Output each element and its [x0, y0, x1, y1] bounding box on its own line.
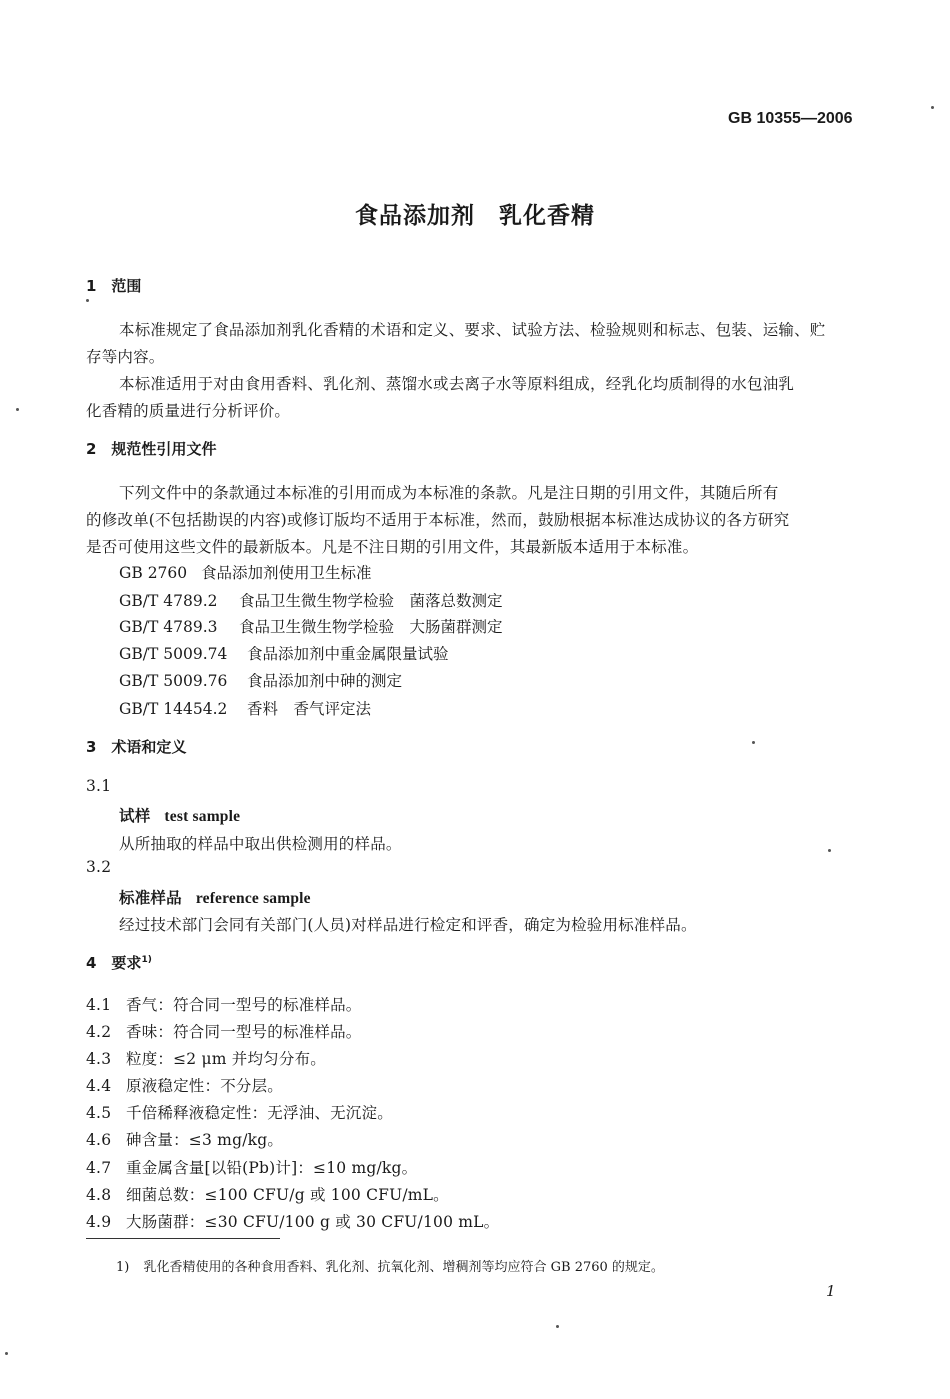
reference-code: GB/T 5009.74: [119, 645, 228, 663]
reference-item: [119, 561, 372, 583]
document-title: 食品添加剂 乳化香精: [355, 203, 595, 229]
section-1-p1-line1: 本标准规定了食品添加剂乳化香精的术语和定义、要求、试验方法、检验规则和标志、包装、运输、贮: [119, 321, 826, 339]
section-3-heading: 3 术语和定义: [86, 738, 187, 756]
reference-code: GB/T 14454.2: [119, 700, 228, 718]
scan-speck: [556, 1325, 559, 1328]
scan-speck: [86, 299, 89, 302]
section-2-p-line1: 下列文件中的条款通过本标准的引用而成为本标准的条款。凡是注日期的引用文件，其随后所有: [119, 484, 779, 502]
term-heading: [119, 804, 240, 826]
reference-code: GB 2760: [119, 564, 188, 582]
requirement-number: 4.9: [86, 1213, 112, 1231]
scan-speck: [931, 106, 934, 109]
reference-name: 香料 香气评定法: [247, 700, 372, 718]
reference-item: [119, 697, 371, 719]
requirement-item: [86, 1074, 283, 1096]
term-heading: [119, 886, 311, 908]
reference-name: 食品添加剂中重金属限量试验: [247, 645, 449, 663]
section-4-heading: [86, 952, 152, 973]
requirement-number: 4.5: [86, 1104, 112, 1122]
requirement-item: [86, 1128, 283, 1150]
requirement-text: 千倍稀释液稳定性：无浮油、无沉淀。: [126, 1104, 393, 1122]
section-1-p2-line2: 化香精的质量进行分析评价。: [86, 402, 291, 420]
requirement-item: [86, 993, 362, 1015]
requirement-item: [86, 1183, 449, 1205]
standard-number: GB 10355—2006: [728, 110, 853, 127]
term-en: test sample: [164, 808, 241, 825]
reference-code: GB/T 4789.2: [119, 592, 218, 610]
requirement-number: 4.1: [86, 996, 112, 1014]
reference-item: [119, 589, 503, 611]
reference-name: 食品卫生微生物学检验 菌落总数测定: [239, 592, 503, 610]
requirement-number: 4.7: [86, 1159, 112, 1177]
requirement-number: 4.8: [86, 1186, 112, 1204]
section-2-p-line2: 的修改单(不包括勘误的内容)或修订版均不适用于本标准，然而，鼓励根据本标准达成协议的各方研究: [86, 511, 790, 529]
reference-code: GB/T 5009.76: [119, 672, 228, 690]
footnote-mark: 1): [116, 1260, 130, 1275]
requirement-item: [86, 1156, 417, 1178]
footnote-divider: [86, 1238, 280, 1239]
term-zh: 试样: [119, 807, 151, 825]
reference-name: 食品卫生微生物学检验 大肠菌群测定: [239, 618, 503, 636]
requirement-item: [86, 1210, 499, 1232]
term-number: 3.1: [86, 777, 112, 795]
footnote: [116, 1256, 664, 1275]
term-zh: 标准样品: [119, 889, 182, 907]
page-number: 1: [826, 1282, 836, 1300]
requirement-text: 重金属含量[以铅(Pb)计]：≤10 mg/kg。: [126, 1159, 418, 1177]
requirement-text: 粒度：≤2 μm 并均匀分布。: [126, 1050, 326, 1068]
requirement-text: 细菌总数：≤100 CFU/g 或 100 CFU/mL。: [126, 1186, 449, 1204]
term-number: 3.2: [86, 858, 112, 876]
requirement-text: 香味：符合同一型号的标准样品。: [126, 1023, 362, 1041]
section-4-heading-text: 4 要求: [86, 954, 142, 972]
reference-name: 食品添加剂使用卫生标准: [201, 564, 372, 582]
reference-item: [119, 669, 402, 691]
reference-item: [119, 642, 449, 664]
section-2-heading: 2 规范性引用文件: [86, 440, 217, 458]
section-1-heading: 1 范围: [86, 277, 142, 295]
term-definition: 从所抽取的样品中取出供检测用的样品。: [119, 835, 402, 853]
section-1-p2-line1: 本标准适用于对由食用香料、乳化剂、蒸馏水或去离子水等原料组成，经乳化均质制得的水包油乳: [119, 375, 795, 393]
term-definition: 经过技术部门会同有关部门(人员)对样品进行检定和评香，确定为检验用标准样品。: [119, 916, 697, 934]
requirement-number: 4.2: [86, 1023, 112, 1041]
requirement-item: [86, 1047, 326, 1069]
reference-item: [119, 615, 503, 637]
requirement-text: 香气：符合同一型号的标准样品。: [126, 996, 362, 1014]
requirement-number: 4.4: [86, 1077, 112, 1095]
section-2-p-line3: 是否可使用这些文件的最新版本。凡是不注日期的引用文件，其最新版本适用于本标准。: [86, 538, 699, 556]
requirement-number: 4.3: [86, 1050, 112, 1068]
requirement-text: 大肠菌群：≤30 CFU/100 g 或 30 CFU/100 mL。: [126, 1213, 500, 1231]
requirement-text: 原液稳定性：不分层。: [126, 1077, 284, 1095]
requirement-item: [86, 1020, 362, 1042]
requirement-number: 4.6: [86, 1131, 112, 1149]
footnote-reference: 1): [141, 955, 152, 965]
footnote-text: 乳化香精使用的各种食用香料、乳化剂、抗氧化剂、增稠剂等均应符合 GB 2760 的规定。: [143, 1260, 664, 1275]
section-1-p1-line2: 存等内容。: [86, 348, 165, 366]
scan-speck: [16, 408, 19, 411]
scan-speck: [752, 741, 755, 744]
scan-speck: [5, 1352, 8, 1355]
reference-name: 食品添加剂中砷的测定: [247, 672, 403, 690]
reference-code: GB/T 4789.3: [119, 618, 218, 636]
term-en: reference sample: [195, 890, 311, 907]
requirement-item: [86, 1101, 393, 1123]
scan-speck: [828, 849, 831, 852]
requirement-text: 砷含量：≤3 mg/kg。: [126, 1131, 284, 1149]
